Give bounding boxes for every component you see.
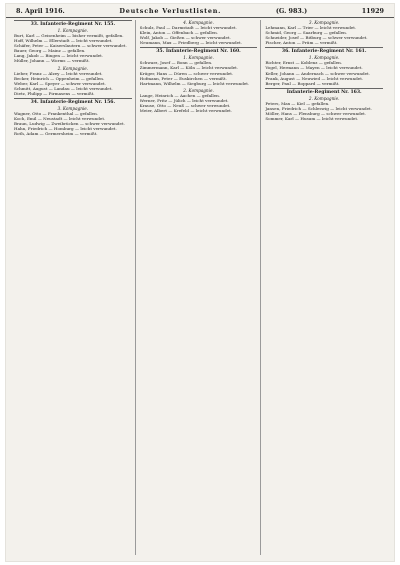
casualty-entry: Keller, Johann — Andernach — schwer verwundet. xyxy=(265,70,370,76)
regiment-block xyxy=(140,47,258,85)
casualty-entry: Weber, Karl — Speyer — schwer verwundet. xyxy=(14,80,106,86)
page-header xyxy=(6,4,394,18)
casualty-entry: Möller, Hans — Flensburg — schwer verwundet. xyxy=(265,111,367,117)
header-date: 8. April 1916. xyxy=(16,6,65,15)
casualty-entry: Zimmermann, Karl — Köln — leicht verwundet. xyxy=(139,65,239,71)
regiment-title: 36. Infanterie-Regiment Nr. 161. xyxy=(265,47,383,55)
header-page-number: 11929 xyxy=(361,6,384,15)
casualty-entry: Berger, Paul — Boppard — vermißt. xyxy=(265,80,340,86)
regiment-block xyxy=(265,20,383,45)
casualty-entry: Klein, Anton — Offenbach — gefallen. xyxy=(139,30,219,36)
casualty-entry: Schwarz, Josef — Bonn — gefallen. xyxy=(139,60,213,66)
column-1 xyxy=(14,20,136,555)
regiment-block xyxy=(265,88,383,121)
casualty-entry: Sommer, Karl — Husum — leicht verwundet. xyxy=(265,116,359,122)
casualty-entry: Jansen, Friedrich — Schleswig — leicht verwundet. xyxy=(265,105,372,111)
casualty-entry: Braun, Ludwig — Zweibrücken — schwer verwundet. xyxy=(14,121,125,127)
regiment-block xyxy=(14,98,132,136)
company-heading: 1. Kompagnie. xyxy=(57,28,89,33)
casualty-entry: Krüger, Hans — Düren — schwer verwundet. xyxy=(139,70,234,76)
casualty-entry: Schmitt, August — Landau — leicht verwundet. xyxy=(14,85,113,91)
company-heading: 2. Kompagnie. xyxy=(308,95,340,101)
casualty-entry: Meier, Albert — Krefeld — leicht verwundet. xyxy=(139,108,233,114)
column-3 xyxy=(265,20,386,555)
regiment-title: Infanterie-Regiment Nr. 163. xyxy=(265,88,383,96)
regiment-block xyxy=(14,66,132,96)
casualty-entry: Bauer, Georg — Mainz — gefallen. xyxy=(14,48,86,54)
header-title: Deutsche Verlustlisten. xyxy=(119,6,222,15)
casualty-entry: Frank, August — Neuwied — leicht verwundet. xyxy=(265,75,364,81)
company-heading: 3. Kompagnie. xyxy=(308,20,340,25)
regiment-block xyxy=(265,47,383,85)
newspaper-page xyxy=(6,4,394,561)
company-heading: 2. Kompagnie. xyxy=(183,87,214,93)
casualty-entry: Lange, Heinrich — Aachen — gefallen. xyxy=(139,92,221,98)
text-columns xyxy=(14,20,386,555)
casualty-entry: Schmid, Georg — Saarburg — gefallen. xyxy=(265,30,348,36)
company-heading: 1. Kompagnie. xyxy=(183,55,214,61)
casualty-entry: Schulz, Paul — Darmstadt — leicht verwundet. xyxy=(139,25,237,30)
company-heading: 2. Kompagnie. xyxy=(57,65,89,71)
casualty-entry: Lehmann, Karl — Trier — leicht verwundet. xyxy=(265,25,357,30)
casualty-entry: Dietz, Philipp — Pirmasens — vermißt. xyxy=(14,90,95,96)
casualty-entry: Richter, Ernst — Koblenz — gefallen. xyxy=(265,60,343,66)
casualty-entry: Koch, Emil — Neustadt — leicht verwundet. xyxy=(14,116,106,122)
casualty-entry: Wagner, Otto — Frankenthal — gefallen. xyxy=(14,111,99,117)
casualty-entry: Werner, Fritz — Jülich — leicht verwundet. xyxy=(139,97,229,103)
casualty-entry: Lang, Jakob — Bingen — leicht verwundet. xyxy=(14,53,104,59)
regiment-title: 34. Infanterie-Regiment Nr. 156. xyxy=(14,98,132,106)
casualty-entry: Hartmann, Wilhelm — Siegburg — leicht verwundet. xyxy=(139,80,250,86)
casualty-entry: Schneider, Josef — Bitburg — schwer verwundet. xyxy=(265,35,368,41)
column-2 xyxy=(140,20,262,555)
casualty-entry: Wolf, Jakob — Gießen — schwer verwundet. xyxy=(139,35,231,41)
casualty-entry: Schäfer, Peter — Kaiserslautern — schwer verwundet. xyxy=(14,43,127,49)
company-heading: 3. Kompagnie. xyxy=(57,106,89,112)
casualty-entry: Hofmann, Peter — Euskirchen — vermißt. xyxy=(139,75,227,81)
casualty-entry: Vogel, Hermann — Mayen — leicht verwundet. xyxy=(265,65,363,71)
casualty-entry: Roth, Adam — Germersheim — vermißt. xyxy=(14,131,98,137)
company-heading: 1. Kompagnie. xyxy=(308,55,340,61)
casualty-entry: Peters, Max — Kiel — gefallen. xyxy=(265,100,330,106)
regiment-block xyxy=(140,88,258,113)
casualty-entry: Becker, Heinrich — Oppenheim — gefallen. xyxy=(14,75,105,81)
casualty-entry: Hoff, Wilhelm — Ellerstadt — leicht verwundet. xyxy=(14,38,113,44)
regiment-title: 33. Infanterie-Regiment Nr. 155. xyxy=(14,20,132,28)
regiment-block xyxy=(14,20,132,64)
casualty-entry: Müller, Johann — Worms — vermißt. xyxy=(14,58,90,64)
casualty-entry: Lieber, Franz — Alzey — leicht verwundet. xyxy=(14,70,103,76)
casualty-entry: Hahn, Friedrich — Homburg — leicht verwundet. xyxy=(14,126,117,132)
regiment-block xyxy=(140,20,258,45)
casualty-entry: Burt, Karl — Geisenheim — bisher vermißt, gefallen. xyxy=(14,33,124,38)
casualty-entry: Fischer, Anton — Prüm — vermißt. xyxy=(265,40,338,46)
casualty-entry: Krause, Otto — Neuß — schwer verwundet. xyxy=(139,103,231,109)
casualty-entry: Neumann, Max — Friedberg — leicht verwundet. xyxy=(139,40,242,46)
regiment-title: 35. Infanterie-Regiment Nr. 160. xyxy=(140,47,258,55)
header-issue: (G. 983.) xyxy=(275,6,308,15)
company-heading: 4. Kompagnie. xyxy=(183,20,214,25)
